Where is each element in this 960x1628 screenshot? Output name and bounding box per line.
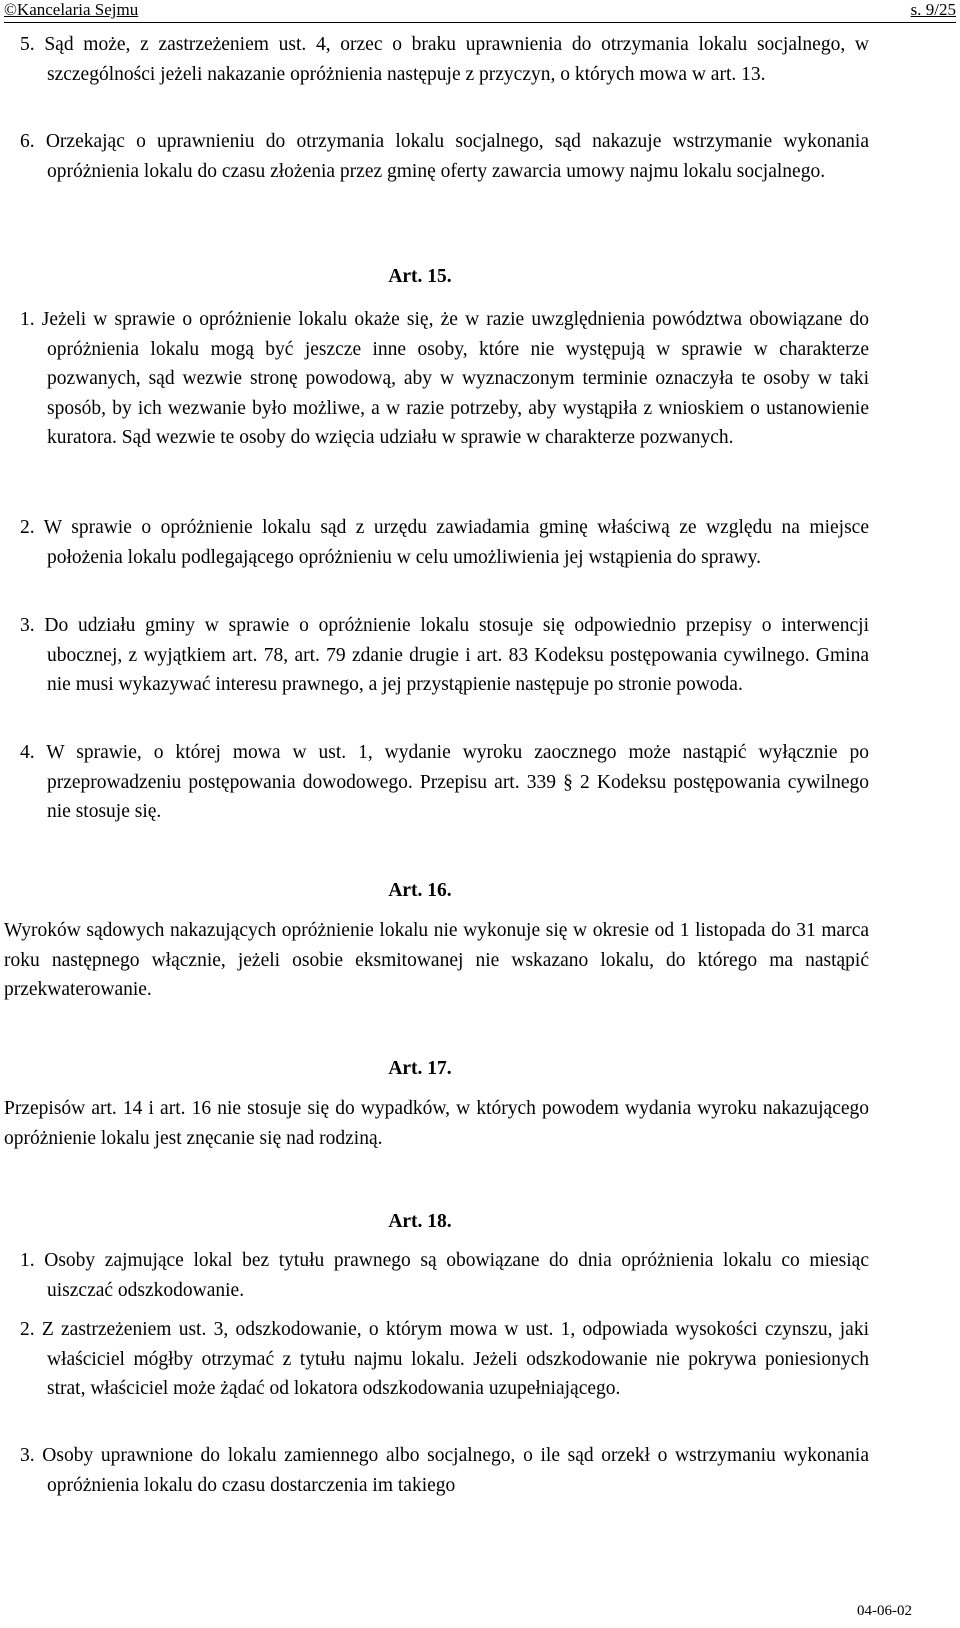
art17-text: Przepisów art. 14 i art. 16 nie stosuje się do wypadków, w których powodem wydania wyroku nakazującego opróżnienie lokalu jest znęcanie się nad rodziną.: [4, 1098, 869, 1149]
art16-heading: Art. 16.: [388, 880, 452, 901]
art18-ust3: 3. Osoby uprawnione do lokalu zamiennego albo socjalnego, o ile sąd orzekł o wstrzymaniu wykonania opróżnienia lokalu do czasu dostarczenia im takiego: [20, 1445, 869, 1496]
art17-heading: Art. 17.: [388, 1058, 452, 1079]
footer-code: 04-06-02: [857, 1603, 912, 1619]
art18-ust1: 1. Osoby zajmujące lokal bez tytułu prawnego są obowiązane do dnia opróżnienia lokalu co miesiąc uiszczać odszkodowanie.: [20, 1250, 869, 1301]
art14-ust6: 6. Orzekając o uprawnieniu do otrzymania lokalu socjalnego, sąd nakazuje wstrzymanie wykonania opróżnienia lokalu do czasu złożenia przez gminę oferty zawarcia umowy najmu lokalu socjalnego.: [20, 131, 869, 182]
art15-ust1: 1. Jeżeli w sprawie o opróżnienie lokalu okaże się, że w razie uwzględnienia powództwa obowiązane do opróżnienia lokalu mogą być jeszcze inne osoby, które nie występują w sprawie w charakterze pozwanych, sąd wezwie stronę powodową, aby w wyznaczonym terminie oznaczyła te osoby w taki sposób, by ich wezwanie było możliwe, a w razie potrzeby, aby wystąpiła z wnioskiem o ustanowienie kuratora. Sąd wezwie te osoby do wzięcia udziału w sprawie w charakterze pozwanych.: [20, 309, 869, 448]
art18-ust2: 2. Z zastrzeżeniem ust. 3, odszkodowanie, o którym mowa w ust. 1, odpowiada wysokości czynszu, jaki właściciel mógłby otrzymać z tytułu najmu lokalu. Jeżeli odszkodowanie nie pokrywa poniesionych strat, właściciel może żądać od lokatora odszkodowania uzupełniającego.: [20, 1319, 869, 1399]
page-number-link[interactable]: s. 9/25: [910, 0, 956, 19]
art15-ust4: 4. W sprawie, o której mowa w ust. 1, wydanie wyroku zaocznego może nastąpić wyłącznie po przeprowadzeniu postępowania dowodowego. Przepisu art. 339 § 2 Kodeksu postępowania cywilnego nie stosuje się.: [20, 742, 869, 822]
art15-heading: Art. 15.: [388, 266, 452, 287]
art16-text: Wyroków sądowych nakazujących opróżnienie lokalu nie wykonuje się w okresie od 1 listopada do 31 marca roku następnego włącznie, jeżeli osobie eksmitowanej nie wskazano lokalu, do którego ma nastąpić przekwaterowanie.: [4, 920, 869, 1000]
art15-ust3: 3. Do udziału gminy w sprawie o opróżnienie lokalu stosuje się odpowiednio przepisy o interwencji ubocznej, z wyjątkiem art. 78, art. 79 zdanie drugie i art. 83 Kodeksu postępowania cywilnego. Gmina nie musi wykazywać interesu prawnego, a jej przystąpienie następuje po stronie powoda.: [20, 615, 869, 695]
page-header: [4, 0, 956, 23]
art18-heading: Art. 18.: [388, 1211, 452, 1232]
publisher-link[interactable]: ©Kancelaria Sejmu: [4, 0, 139, 19]
art14-ust5: 5. Sąd może, z zastrzeżeniem ust. 4, orzec o braku uprawnienia do otrzymania lokalu socjalnego, w szczególności jeżeli nakazanie opróżnienia następuje z przyczyn, o których mowa w art. 13.: [20, 34, 869, 85]
art15-ust2: 2. W sprawie o opróżnienie lokalu sąd z urzędu zawiadamia gminę właściwą ze względu na miejsce położenia lokalu podlegającego opróżnieniu w celu umożliwienia jej wstąpienia do sprawy.: [20, 517, 869, 568]
